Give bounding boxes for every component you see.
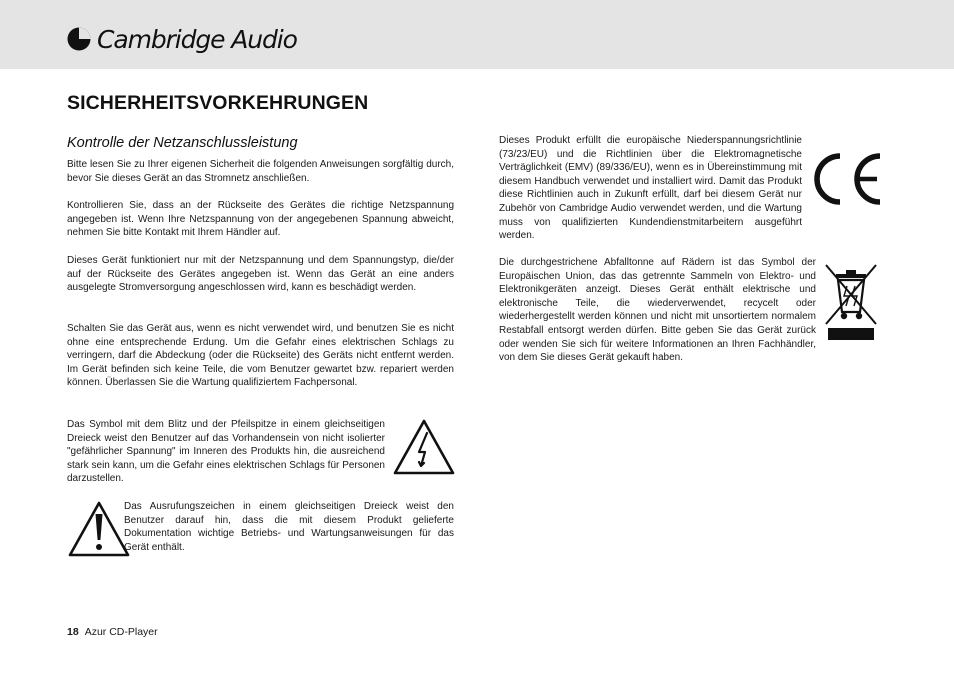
header-bar <box>0 0 954 69</box>
lightning-warning-icon <box>392 418 456 476</box>
paragraph-ce-compliance: Dieses Produkt erfüllt die europäische Niederspannungsrichtlinie (73/23/EU) und die Richtlinien über die Elektromagnetische Verträglichkeit (EMV) (89/336/EU), wenn es in Übereinstimmung mit diesem Handbuch verwendet und installiert wird. Damit das Produkt diese Richtlinien auch in Zukunft erfüllt, darf bei diesem Gerät nur Zubehör von Cambridge Audio verwendet werden, und die Wartung muss von qualifizierten Kundendienstmitarbeitern ausgeführt werden. <box>499 135 802 242</box>
exclamation-warning-icon <box>67 500 131 558</box>
crossed-bin-icon <box>822 262 880 342</box>
brand-name: Cambridge Audio <box>97 24 297 54</box>
paragraph-intro: Bitte lesen Sie zu Ihrer eigenen Sicherheit die folgenden Anweisungen sorgfältig durch, bevor Sie dieses Gerät an das Stromnetz anschließen. <box>67 159 454 184</box>
page-number: 18 <box>67 626 79 638</box>
product-name: Azur CD-Player <box>84 626 158 638</box>
page-title: SICHERHEITSVORKEHRUNGEN <box>67 92 369 114</box>
paragraph-check-voltage: Kontrollieren Sie, dass an der Rückseite des Gerätes die richtige Netzspannung angegeben ist. Wenn Ihre Netzspannung von der angegebenen Spannung abweicht, nehmen Sie bitte Kontakt mit Ihrem Händler auf. <box>67 200 454 239</box>
cambridge-audio-logo-icon <box>67 27 91 51</box>
paragraph-lightning-symbol: Das Symbol mit dem Blitz und der Pfeilspitze in einem gleichseitigen Dreieck weist den Benutzer auf das Vorhandensein von nicht isolierter "gefährlicher Spannung" im Inneren des Produkts hin, die ausreichend stark sein kann, um die Gefahr eines elektrischen Schlags für Personen darzustellen. <box>67 419 385 485</box>
ce-mark-icon <box>806 150 884 208</box>
paragraph-exclamation-symbol: Das Ausrufungszeichen in einem gleichseitigen Dreieck weist den Benutzer darauf hin, dass die mit diesem Produkt gelieferte Dokumentation wichtige Betriebs- und Wartungsanweisungen für das Gerät enthält. <box>124 501 454 553</box>
brand-logo <box>67 22 297 56</box>
paragraph-voltage-type: Dieses Gerät funktioniert nur mit der Netzspannung und dem Spannungstyp, die/der auf der Rückseite des Gerätes angegeben ist. Wenn das Gerät an eine anders ausgelegte Stromversorgung angeschlossen wird, kann es beschädigt werden. <box>67 255 454 294</box>
paragraph-weee: Die durchgestrichene Abfalltonne auf Rädern ist das Symbol der Europäischen Union, das das getrennte Sammeln von Elektro- und Elektronikgeräten anzeigt. Dieses Gerät enthält elektrische und elektronische Teile, die wiederverwendet, recycelt oder wiederhergestellt werden können und nicht mit unsortiertem normalem Restabfall entsorgt werden dürfen. Bitte geben Sie das Gerät zurück oder wenden Sie sich für weitere Informationen an Ihren Fachhändler, von dem Sie dieses Gerät gekauft haben. <box>499 257 816 364</box>
paragraph-grounding: Schalten Sie das Gerät aus, wenn es nicht verwendet wird, und benutzen Sie es nicht ohne eine entsprechende Erdung. Um die Gefahr eines elektrischen Schlags zu verringern, darf die Abdeckung (oder die Rückseite) des Geräts nicht entfernt werden. Im Gerät befinden sich keine Teile, die vom Benutzer gewartet bzw. repariert werden können. Überlassen Sie die Wartung qualifiziertem Fachpersonal. <box>67 323 454 389</box>
page-footer <box>67 626 158 638</box>
section-title: Kontrolle der Netzanschlussleistung <box>67 135 298 151</box>
